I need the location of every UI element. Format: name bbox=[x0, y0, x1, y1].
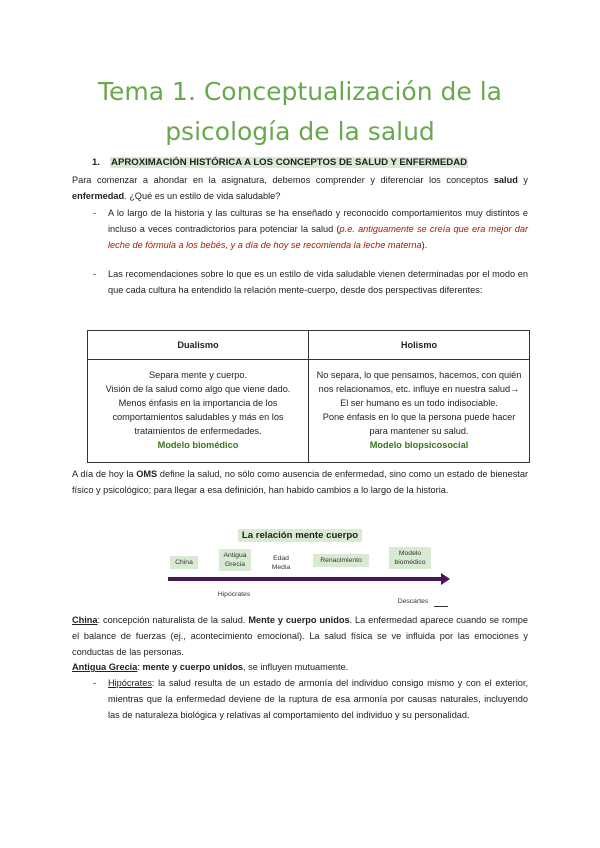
intro-text: . ¿Qué es un estilo de vida saludable? bbox=[124, 191, 281, 201]
timeline-renacimiento: Renacimiento bbox=[313, 554, 369, 567]
timeline-grecia-line: Grecia bbox=[224, 561, 246, 568]
intro-bold-salud: salud bbox=[493, 175, 518, 185]
china-text: : concepción naturalista de la salud. bbox=[97, 615, 249, 625]
bullet-1-end: ). bbox=[421, 240, 428, 250]
timeline-hipocrates: Hipócrates bbox=[217, 590, 251, 598]
oms-text: A día de hoy la bbox=[72, 469, 137, 479]
timeline-china: China bbox=[170, 556, 198, 569]
timeline-arrowhead-icon bbox=[441, 573, 450, 585]
timeline-modelo-line: biomédico bbox=[394, 559, 426, 566]
intro-text: Para comenzar a ahondar en la asignatura, debemos comprender y diferenciar los conceptos bbox=[72, 175, 494, 185]
bullet-1-example: p.e. antiguamente se creía que era mejor dar leche de fórmula a los bebés, y a día de hoy se recomienda la leche materna bbox=[108, 224, 529, 250]
holismo-cell bbox=[309, 360, 530, 463]
oms-text: define la salud, no sólo como ausencia de enfermedad, sino como un estado de bienestar físico y psicológico; para llegar a esa definición, han habido cambios a lo largo de la historia. bbox=[72, 469, 529, 495]
china-bold: Mente y cuerpo unidos bbox=[248, 615, 350, 625]
grecia-paragraph bbox=[72, 659, 528, 675]
cell-line: Pone énfasis en lo que la persona puede hacer bbox=[322, 412, 516, 422]
grecia-bold: mente y cuerpo unidos bbox=[142, 662, 244, 672]
china-label: China bbox=[72, 615, 98, 625]
title-line-1: Tema 1. Conceptualización de la bbox=[98, 77, 502, 106]
cell-line: Separa mente y cuerpo. bbox=[148, 370, 248, 380]
intro-text: y bbox=[517, 175, 528, 185]
grecia-text: : bbox=[137, 662, 143, 672]
cell-line: Menos énfasis en la importancia de los bbox=[118, 398, 278, 408]
bullet-2-text: Las recomendaciones sobre lo que es un estilo de vida saludable vienen determinadas por el modo en que cada cultura ha entendido la relación mente-cuerpo, desde dos perspectivas diferentes: bbox=[108, 269, 528, 295]
bullet-dash: - bbox=[93, 678, 97, 688]
hipocrates-label: Hipócrates bbox=[108, 678, 152, 688]
section-heading bbox=[92, 157, 468, 168]
timeline-descartes: Descartes bbox=[397, 597, 429, 605]
table-header-row bbox=[88, 331, 530, 360]
timeline-modelo-biomedico bbox=[389, 547, 431, 569]
grecia-text: , se influyen mutuamente. bbox=[243, 662, 349, 672]
cell-line: Visión de la salud como algo que viene dado. bbox=[105, 384, 291, 394]
modelo-biopsicosocial: Modelo biopsicosocial bbox=[369, 440, 469, 450]
intro-bold-enfermedad: enfermedad bbox=[72, 191, 125, 201]
comparison-table bbox=[87, 330, 530, 463]
timeline-title-text: La relación mente cuerpo bbox=[238, 529, 362, 542]
cell-line: nos relacionamos, etc. influye en nuestra salud→ bbox=[318, 384, 520, 394]
grecia-label: Antigua Grecia bbox=[72, 662, 138, 672]
cell-line: No separa, lo que pensamos, hacemos, con quién bbox=[316, 370, 522, 380]
bullet-dash: - bbox=[93, 269, 97, 279]
timeline-modelo-line: Modelo bbox=[398, 550, 422, 557]
bullet-dash: - bbox=[93, 208, 97, 218]
timeline-arrow-line bbox=[168, 577, 442, 581]
hipocrates-paragraph bbox=[108, 675, 528, 723]
bullet-2 bbox=[108, 266, 528, 298]
section-number: 1. bbox=[92, 157, 101, 168]
bullet-1 bbox=[108, 205, 528, 253]
dualismo-cell bbox=[88, 360, 309, 463]
bullet-1-text: A lo largo de la historia y las culturas se ha enseñado y reconocido comportamientos muy distintos e incluso a veces contradictorios para potenciar la salud ( bbox=[108, 208, 528, 234]
hipocrates-text: : la salud resulta de un estado de armonía del individuo consigo mismo y con el exterior, mientras que la enfermedad deviene de la ruptura de esa armonía por causas naturales, incluyendo las de naturaleza biológica y relativas al comportamiento del individuo y su personalidad. bbox=[108, 678, 528, 720]
section-title: APROXIMACIÓN HISTÓRICA A LOS CONCEPTOS DE SALUD Y ENFERMEDAD bbox=[111, 157, 468, 168]
cell-line: tratamientos de enfermedades. bbox=[134, 426, 262, 436]
timeline-edad-media bbox=[265, 552, 297, 574]
cell-line: para mantener su salud. bbox=[369, 426, 469, 436]
oms-paragraph bbox=[72, 466, 528, 498]
modelo-biomedico: Modelo biomédico bbox=[157, 440, 239, 450]
timeline-edad-line: Media bbox=[271, 564, 291, 571]
title-line-2: psicología de la salud bbox=[165, 117, 435, 146]
cell-line: comportamientos saludables y más en los bbox=[112, 412, 284, 422]
china-text: . La enfermedad aparece cuando se rompe el balance de fuerzas (ej., acontecimiento emocional). La salud física se ve influida por las emociones y conductas de las personas. bbox=[72, 615, 528, 657]
page-title bbox=[0, 72, 600, 152]
timeline-edad-line: Edad bbox=[273, 555, 289, 562]
intro-paragraph bbox=[72, 172, 528, 204]
dualismo-header: Dualismo bbox=[88, 331, 309, 360]
oms-bold: OMS bbox=[136, 469, 158, 479]
cell-line: El ser humano es un todo indisociable. bbox=[340, 398, 498, 408]
timeline-descartes-underline bbox=[434, 606, 448, 607]
china-paragraph bbox=[72, 612, 528, 660]
table-row bbox=[88, 360, 530, 463]
timeline-grecia bbox=[219, 549, 251, 571]
holismo-header: Holismo bbox=[309, 331, 530, 360]
timeline-grecia-line: Antigua bbox=[223, 552, 247, 559]
timeline-title bbox=[0, 530, 600, 541]
